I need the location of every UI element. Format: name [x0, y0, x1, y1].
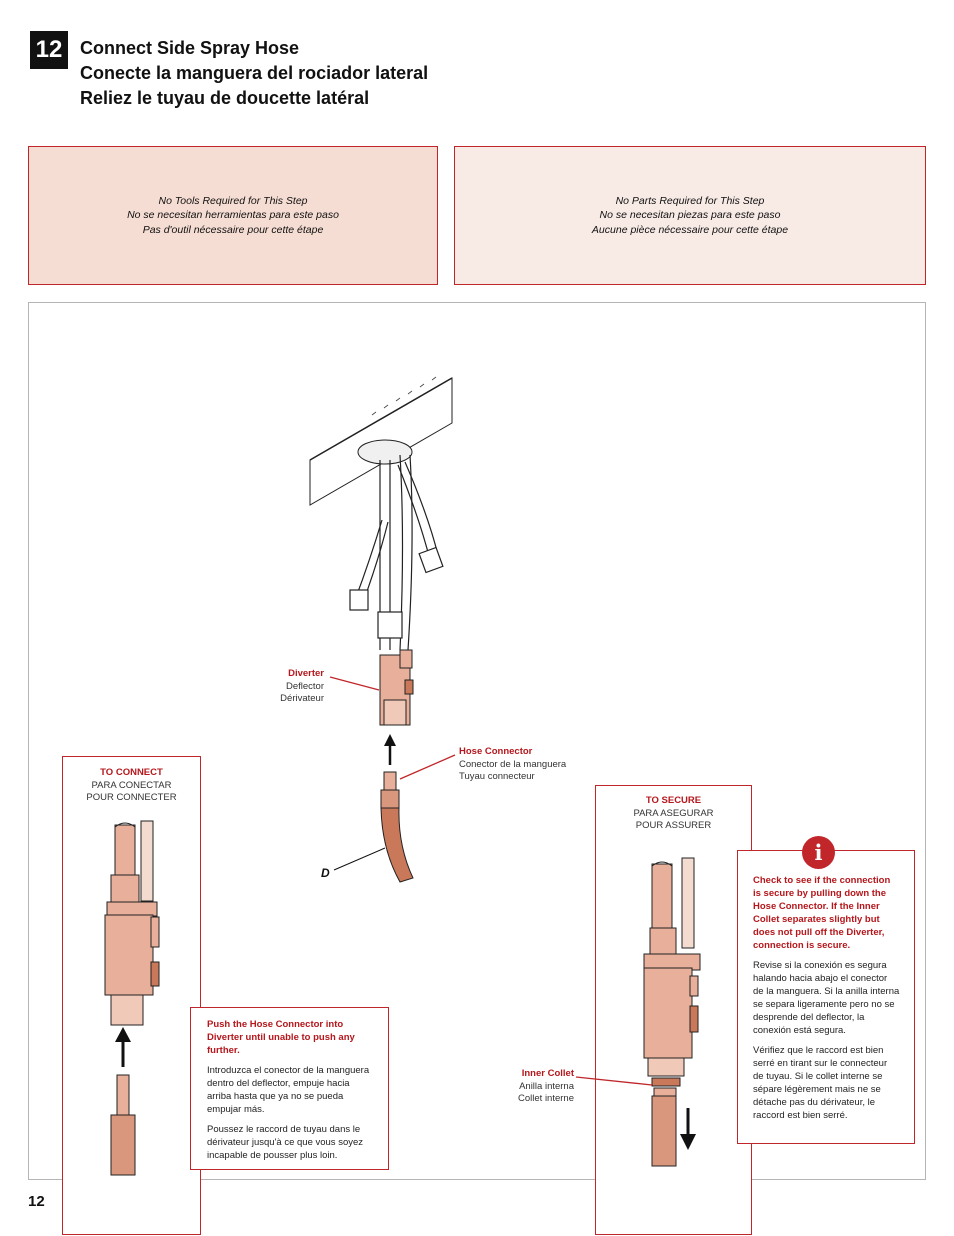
title-en: Connect Side Spray Hose	[80, 38, 300, 58]
diverter-leader	[330, 677, 379, 690]
hose-connector-leader	[400, 755, 455, 779]
parts-fr: Aucune pièce nécessaire pour cette étape	[591, 223, 789, 236]
supply-lines	[350, 455, 443, 650]
part-letter-d: D	[321, 866, 330, 880]
parts-es: No se necesitan piezas para este paso	[599, 209, 781, 222]
page-number: 12	[28, 1193, 45, 1210]
tools-en: No Tools Required for This Step	[158, 194, 308, 207]
step-number-badge: 12	[30, 31, 68, 69]
hose-connector-illustration	[381, 772, 413, 882]
to-secure-illustration	[596, 786, 753, 1236]
tools-fr: Pas d'outil nécessaire pour cette étape	[142, 223, 324, 236]
title-fr: Reliez le tuyau de doucette latéral	[80, 88, 370, 108]
title-es: Conecte la manguera del rociador lateral	[80, 63, 429, 83]
push-note-box: Push the Hose Connector into Diverter until unable to push any further. Introduzca el conector de la manguera dentro del deflector, empuje hacia arriba hasta que ya no se pueda empujar más. Poussez le raccord de tuyau dans le dérivateur jusqu'à ce que vous soyez incapable de pousser plus loin.	[190, 1007, 389, 1170]
countertop-illustration	[310, 377, 452, 505]
up-arrow	[384, 734, 396, 765]
diverter-callout: Diverter Deflector Dérivateur	[280, 668, 324, 704]
tools-es: No se necesitan herramientas para este paso	[127, 209, 339, 222]
check-note-box: Check to see if the connection is secure by pulling down the Hose Connector. If the Inner Collet separates slightly but does not pull off the Diverter, connection is secure. Revise si la conexión es segura halando hacia abajo el conector de la manguera. Si la anilla interna se separa ligeramente pero no se desprende del deflector, la conexión está segura. Vérifiez que le raccord est bien serré en tirant sur le connecteur de tuyau. Si le collet interne se sépare légèrement mais ne se détache pas du dérivateur, le raccord est bien serré.	[737, 850, 915, 1144]
info-icon: i	[802, 836, 835, 869]
to-connect-panel	[62, 756, 201, 1235]
inner-collet-callout: Inner Collet Anilla interna Collet interne	[518, 1068, 574, 1104]
to-secure-panel	[595, 785, 752, 1235]
parts-en: No Parts Required for This Step	[615, 194, 765, 207]
to-connect-illustration	[63, 757, 202, 1236]
diverter-illustration	[380, 650, 413, 725]
hose-connector-callout: Hose Connector Conector de la manguera Tuyau connecteur	[459, 746, 567, 782]
to-secure-title: TO SECURE PARA ASEGURAR POUR ASSURER	[633, 795, 714, 831]
to-connect-title: TO CONNECT PARA CONECTAR POUR CONNECTER	[86, 767, 177, 803]
part-d-leader	[334, 848, 385, 870]
